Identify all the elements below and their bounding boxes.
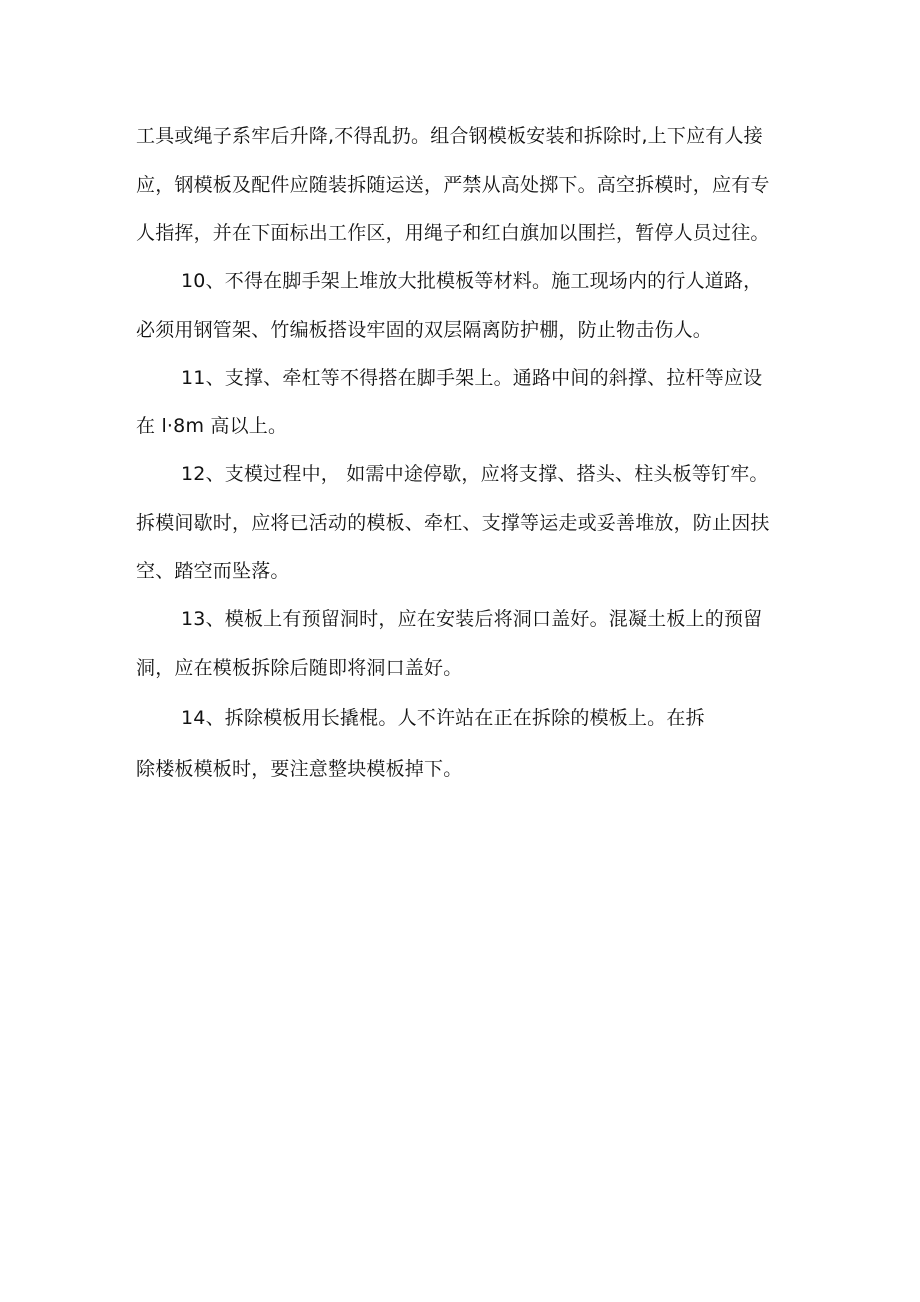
- item-11-line-1: 11、支撑、牵杠等不得搭在脚手架上。通路中间的斜撑、拉杆等应设: [181, 367, 763, 389]
- item-11-line-2: 在 l·8m 高以上。: [136, 415, 288, 437]
- item-10-line-2: 必须用钢管架、竹编板搭设牢固的双层隔离防护棚，防止物击伤人。: [136, 319, 713, 341]
- text-line: 工具或绳子系牢后升降,不得乱扔。组合钢模板安装和拆除时,上下应有人接: [136, 125, 763, 147]
- item-13-line-1: 13、模板上有预留洞时，应在安装后将洞口盖好。混凝土板上的预留: [181, 608, 763, 630]
- item-14-line-1: 14、拆除模板用长撬棍。人不许站在正在拆除的模板上。在拆: [181, 707, 705, 729]
- item-10-line-1: 10、不得在脚手架上堆放大批模板等材料。施工现场内的行人道路，: [181, 270, 763, 292]
- item-13-line-2: 洞，应在模板拆除后随即将洞口盖好。: [136, 657, 463, 679]
- text-line: 人指挥，并在下面标出工作区，用绳子和红白旗加以围拦，暂停人员过往。: [136, 222, 770, 244]
- item-12-line-3: 空、踏空而坠落。: [136, 560, 290, 582]
- item-14-line-2: 除楼板模板时，要注意整块模板掉下。: [136, 758, 463, 780]
- item-12-line-1: 12、支模过程中， 如需中途停歇，应将支撑、搭头、柱头板等钉牢。: [181, 463, 769, 485]
- item-12-line-2: 拆模间歇时，应将已活动的模板、牵杠、支撑等运走或妥善堆放，防止因扶: [136, 512, 770, 534]
- text-line: 应，钢模板及配件应随装拆随运送，严禁从高处掷下。高空拆模时，应有专: [136, 174, 770, 196]
